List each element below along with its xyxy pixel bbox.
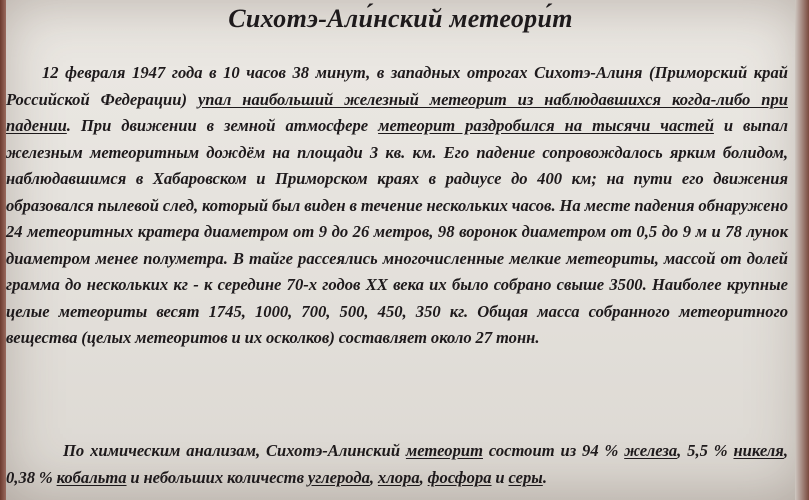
text-run: . При движении в земной атмосфере [66,116,379,135]
placard-title: Сихотэ-Али́нский метеори́т [228,4,573,33]
paragraph-composition [6,438,788,491]
underlined-term: углерода [307,467,370,487]
text-run: , 0,38 % [6,441,788,487]
underlined-term: никеля [733,441,784,460]
text-run: По химическим анализам, Сихотэ-Алинский [63,441,406,460]
underlined-term: кобальта [56,467,127,487]
underlined-term: хлора [377,467,420,487]
text-run: 12 февраля 1947 года в 10 часов 38 минут, в западных отрогах Сихотэ-Алиня (Приморский край Российской Федерации) [6,63,788,109]
underlined-phrase: упал наибольший железный метеорит из наблюдавшихся когда-либо при падении [6,89,788,135]
placard-sheet [6,0,795,500]
underlined-phrase: метеорит раздробился на тысячи частей [378,116,714,135]
text-run: и [491,467,509,487]
text-run: , 5,5 % [677,441,734,460]
text-run: и небольших количеств [126,467,308,487]
underlined-term: фосфора [427,467,492,487]
text-run: , [419,467,428,487]
text-run: состоит из 94 % [483,441,625,460]
underlined-term: метеорит [405,441,483,460]
text-run: . [542,467,547,487]
underlined-term: железа [624,441,678,460]
frame-edge-right [795,0,809,500]
text-run: и выпал железным метеоритным дождём на площади 3 кв. км. Его падение сопровождалось ярким болидом, наблюдавшимся в Хабаровском и Приморском краях в радиусе до 400 км; на пути его движения образовался пылевой след, который был виден в течение нескольких часов. На месте падения обнаружено 24 метеоритных кратера диаметром от 9 до 26 метров, 98 воронок диаметром от 0,5 до 9 м и 78 лунок диаметром менее полуметра. В тайге рассеялись многочисленные мелкие метеориты, массой от долей грамма до нескольких кг - к середине 70-х годов XX века их было собрано свыше 3500. Наиболее крупные целые метеориты весят 1745, 1000, 700, 500, 450, 350 кг. Общая масса собранного метеоритного вещества (целых метеоритов и их осколков) составляет около 27 тонн. [6,116,788,347]
text-run: , [369,467,378,487]
paragraph-history [6,60,788,352]
underlined-term: серы [508,467,543,487]
